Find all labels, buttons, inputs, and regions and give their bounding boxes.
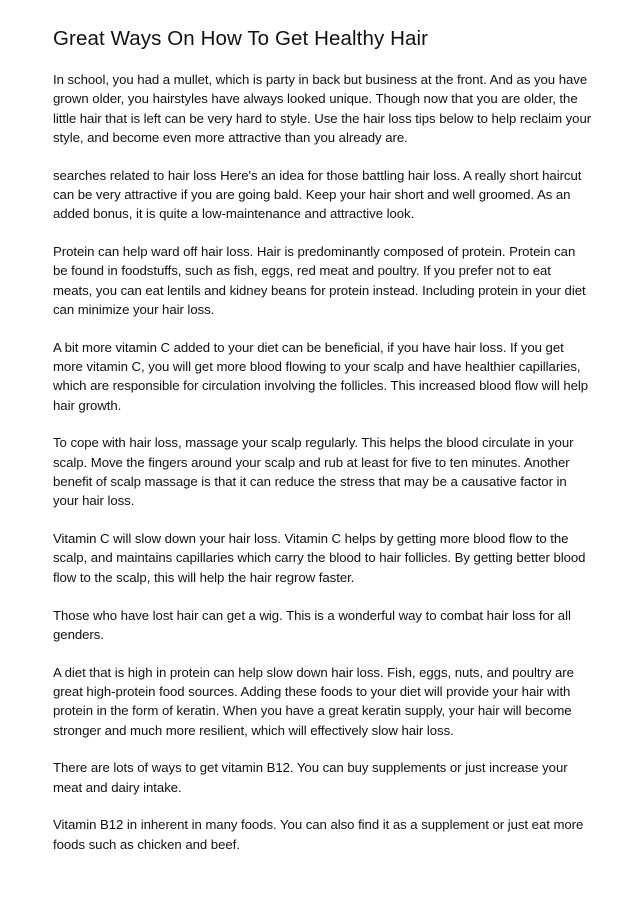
- paragraph-2: searches related to hair loss Here's an idea for those battling hair loss. A really short haircut can be very attractive if you are going bald. Keep your hair short and well groomed. As an added bonus, it is quite a low-maintenance and attractive look.: [53, 167, 582, 222]
- paragraph-8: A diet that is high in protein can help slow down hair loss. Fish, eggs, nuts, and poultry are great high-protein food sources. Adding these foods to your diet will provide your hair with protein in the form of keratin. When you have a great keratin supply, your hair will become stronger and much more resilient, which will effectively slow hair loss.: [53, 664, 574, 738]
- paragraph-5: To cope with hair loss, massage your scalp regularly. This helps the blood circulate in your scalp. Move the fingers around your scalp and rub at least for five to ten minutes. Another benefit of scalp massage is that it can reduce the stress that may be a causative factor in your hair loss.: [53, 435, 574, 509]
- paragraph-9: There are lots of ways to get vitamin B12. You can buy supplements or just increase your meat and dairy intake.: [53, 760, 568, 795]
- document-page: [53, 26, 593, 873]
- paragraph-10: Vitamin B12 in inherent in many foods. You can also find it as a supplement or just eat more foods such as chicken and beef.: [53, 817, 584, 852]
- paragraph-3: Protein can help ward off hair loss. Hair is predominantly composed of protein. Protein can be found in foodstuffs, such as fish, eggs, red meat and poultry. If you prefer not to eat meats, you can eat lentils and kidney beans for protein instead. Including protein in your diet can minimize your hair loss.: [53, 244, 586, 317]
- paragraph-7: Those who have lost hair can get a wig. This is a wonderful way to combat hair loss for all genders.: [53, 607, 571, 642]
- paragraph-1: In school, you had a mullet, which is party in back but business at the front. And as you have grown older, you hairstyles have always looked unique. Though now that you are older, the little hair that is left can be very hard to style. Use the hair loss tips below to help reclaim your style, and become even more attractive than you already are.: [53, 72, 592, 145]
- page-title: Great Ways On How To Get Healthy Hair: [53, 27, 429, 50]
- paragraph-4: A bit more vitamin C added to your diet can be beneficial, if you have hair loss. If you get more vitamin C, you will get more blood flowing to your scalp and have healthier capillaries, which are responsible for circulation involving the follicles. This increased blood flow will help hair growth.: [53, 339, 589, 413]
- paragraph-6: Vitamin C will slow down your hair loss. Vitamin C helps by getting more blood flow to the scalp, and maintains capillaries which carry the blood to hair follicles. By getting better blood flow to the scalp, this will help the hair regrow faster.: [53, 531, 586, 585]
